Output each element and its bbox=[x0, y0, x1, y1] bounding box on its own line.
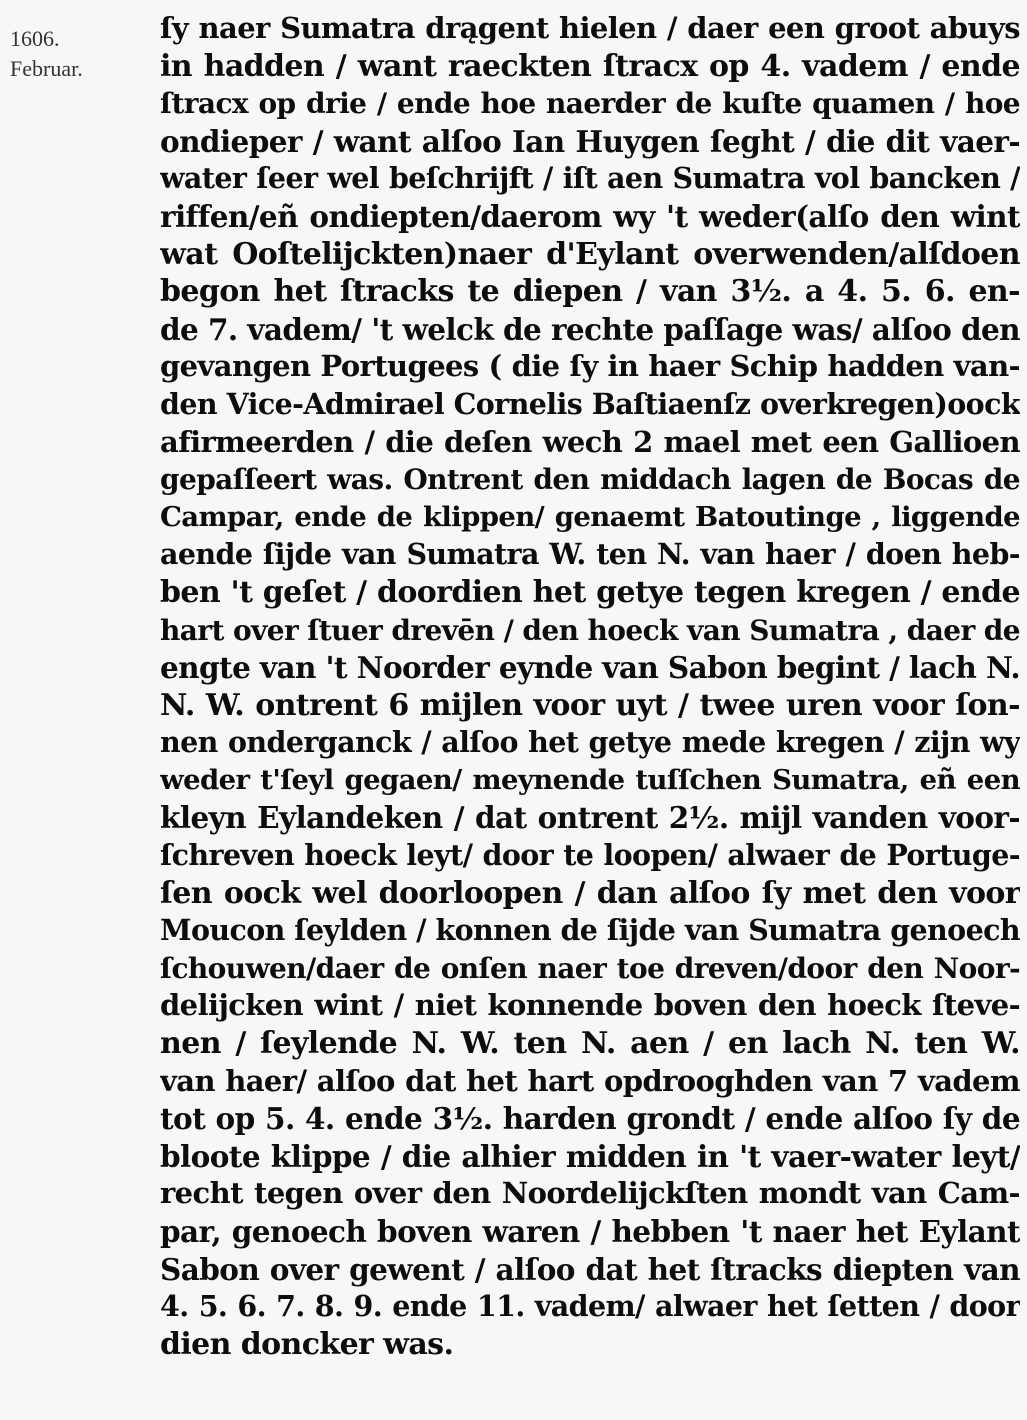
text-line: ben 't geſet / doordien het getye tegen kregen / ende bbox=[160, 574, 1020, 610]
text-line: den Vice-Admirael Cornelis Baſtiaenſz overkregen)oock bbox=[160, 386, 1020, 421]
text-line: ſchouwen/daer de onſen naer toe dreven/door den Noor- bbox=[160, 951, 1020, 985]
text-line: begon het ſtracks te diepen / van 3½. a 4. 5. 6. en- bbox=[160, 274, 1020, 310]
body-text bbox=[160, 10, 1020, 1363]
text-line: in hadden / want raeckten ſtracx op 4. vadem / ende bbox=[160, 48, 1020, 84]
text-line: delijcken wint / niet konnende boven den hoeck ſteve- bbox=[160, 988, 1020, 1023]
text-line: nen onderganck / alſoo het getye mede kregen / zijn wy bbox=[160, 725, 1020, 760]
text-line: engte van 't Noorder eynde van Sabon begint / lach N. bbox=[160, 650, 1020, 686]
text-line: afirmeerden / die deſen wech 2 mael met een Gallioen bbox=[160, 424, 1020, 459]
text-line: Campar, ende de klippen/ genaemt Batoutinge , liggende bbox=[160, 500, 1020, 533]
text-line: de 7. vadem/ 't welck de rechte paſſage was/ alſoo den bbox=[160, 311, 1020, 347]
text-line: gevangen Portugees ( die ſy in haer Schip hadden van- bbox=[160, 349, 1020, 384]
text-line: dien doncker was. bbox=[160, 1326, 454, 1362]
text-line: ondieper / want alſoo Ian Huygen ſeght / die dit vaer- bbox=[160, 123, 1020, 159]
text-line: nen / ſeylende N. W. ten N. aen / en lach N. ten W. bbox=[160, 1026, 1020, 1062]
margin-month: Februar. bbox=[10, 56, 83, 81]
margin-date-note bbox=[10, 24, 128, 84]
text-line: par, genoech boven waren / hebben 't naer het Eylant bbox=[160, 1214, 1020, 1249]
text-line: gepaſſeert was. Ontrent den middach lagen de Bocas de bbox=[160, 463, 1020, 497]
text-line: ſen oock wel doorloopen / dan alſoo ſy met den voor bbox=[160, 875, 1020, 911]
text-line: ſtracx op drie / ende hoe naerder de kuſte quamen / hoe bbox=[160, 87, 1020, 121]
text-line: bloote klippe / die alhier midden in 't vaer-water leyt/ bbox=[160, 1138, 1020, 1174]
text-line: Moucon ſeylden / konnen de ſijde van Sumatra genoech bbox=[160, 913, 1020, 948]
text-line: weder t'ſeyl gegaen/ meynende tuſſchen Sumatra, eñ een bbox=[160, 763, 1020, 796]
text-line: ſy naer Sumatra drągent hielen / daer een groot abuys bbox=[160, 11, 1020, 45]
text-line: aende ſijde van Sumatra W. ten N. van haer / doen heb- bbox=[160, 537, 1020, 572]
text-line: recht tegen over den Noordelijckſten mondt van Cam- bbox=[160, 1176, 1020, 1211]
text-line: hart over ſtuer drevēn / den hoeck van Sumatra , daer de bbox=[160, 613, 1020, 647]
text-line: ſchreven hoeck leyt/ door te loopen/ alwaer de Portuge- bbox=[160, 838, 1020, 873]
text-line: water ſeer wel beſchrijft / iſt aen Sumatra vol bancken / bbox=[160, 161, 1020, 196]
text-line: 4. 5. 6. 7. 8. 9. ende 11. vadem/ alwaer het ſetten / door bbox=[160, 1289, 1020, 1324]
text-line: kleyn Eylandeken / dat ontrent 2½. mijl vanden voor- bbox=[160, 800, 1020, 836]
text-line: van haer/ alſoo dat het hart opdrooghden van 7 vadem bbox=[160, 1063, 1020, 1098]
text-line: wat Ooſtelijckten)naer d'Eylant overwenden/alſdoen bbox=[160, 236, 1020, 272]
margin-year: 1606. bbox=[10, 26, 60, 51]
text-line: Sabon over gewent / alſoo dat het ſtracks diepten van bbox=[160, 1251, 1020, 1287]
text-line: tot op 5. 4. ende 3½. harden grondt / ende alſoo ſy de bbox=[160, 1101, 1020, 1137]
text-line: N. W. ontrent 6 mijlen voor uyt / twee uren voor ſon- bbox=[160, 687, 1020, 723]
text-line: riffen/eñ ondiepten/daerom wy 't weder(alſo den wint bbox=[160, 198, 1020, 234]
